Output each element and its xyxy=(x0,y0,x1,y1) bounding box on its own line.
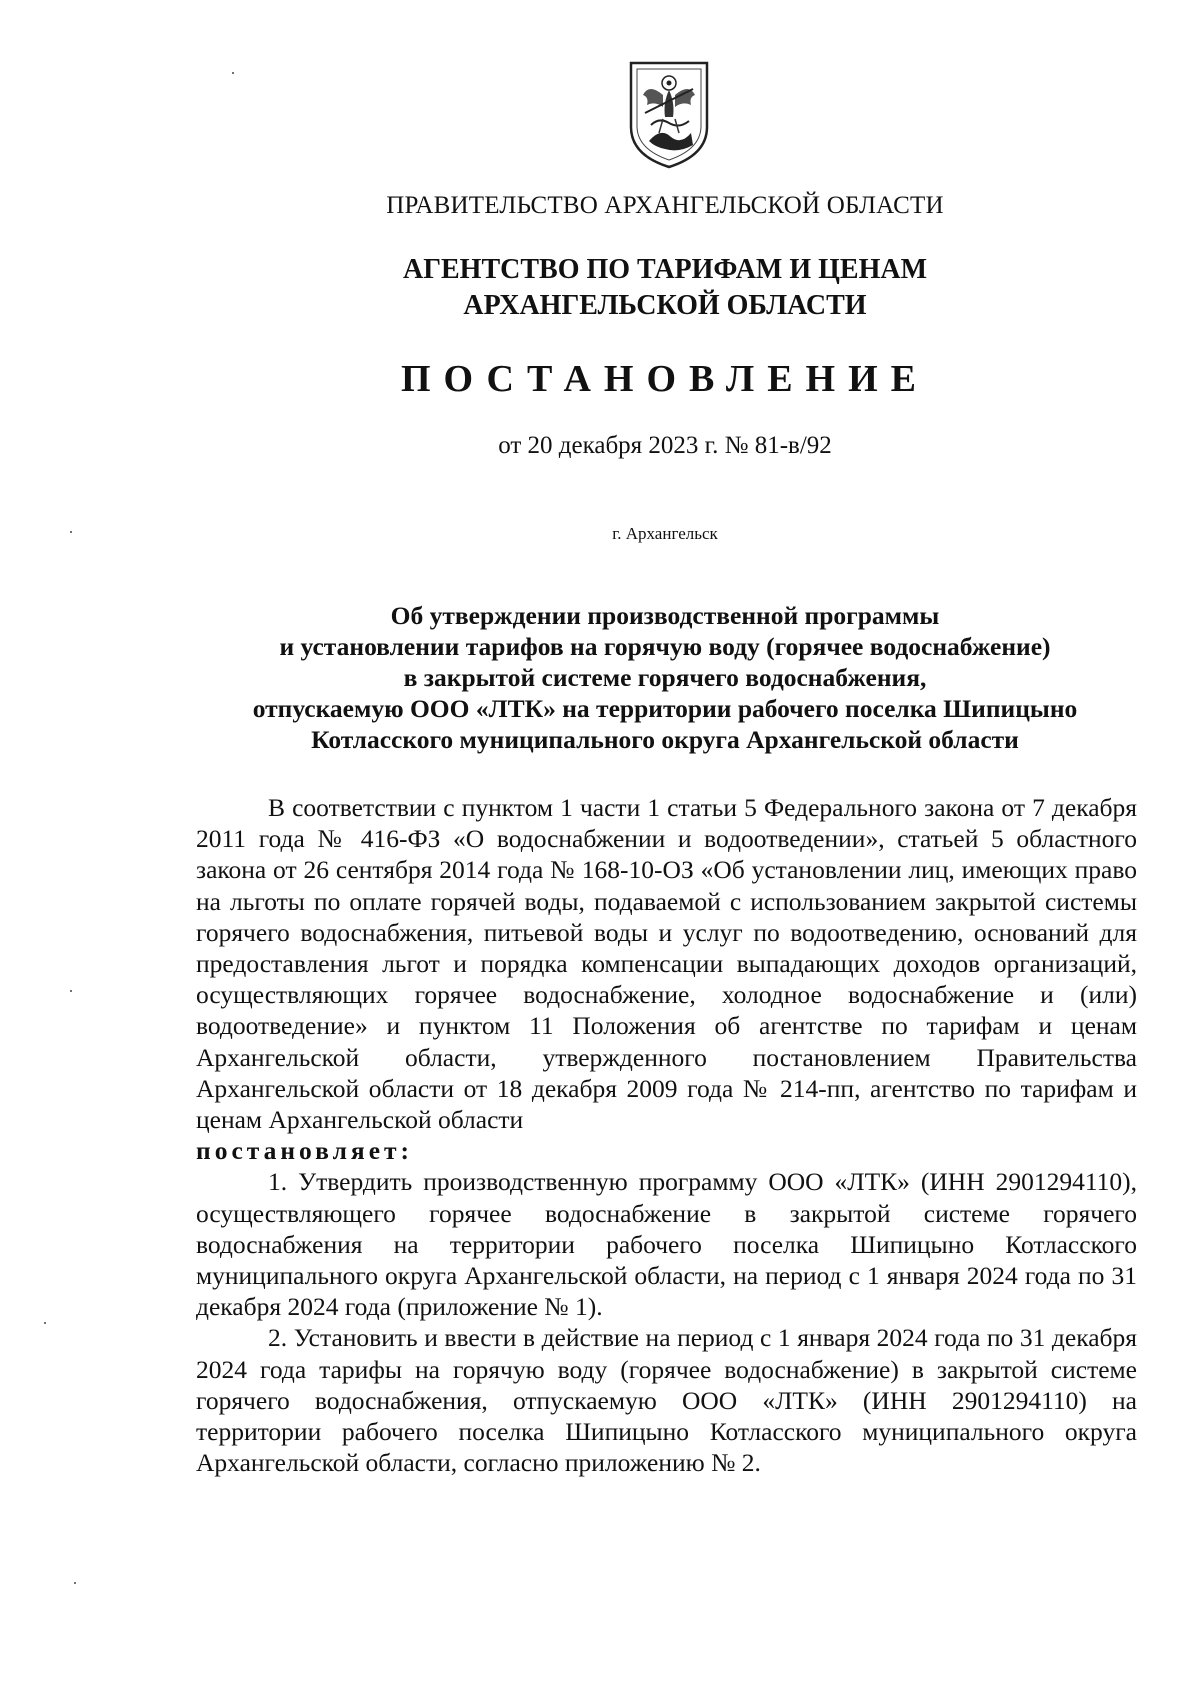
scan-speck xyxy=(70,531,72,533)
resolves-word: постановляет: xyxy=(196,1136,414,1166)
document-title xyxy=(160,600,1170,755)
agency-name-line-1: АГЕНТСТВО ПО ТАРИФАМ И ЦЕНАМ xyxy=(402,254,928,285)
scan-speck xyxy=(44,1322,46,1324)
government-name: ПРАВИТЕЛЬСТВО АРХАНГЕЛЬСКОЙ ОБЛАСТИ xyxy=(386,192,944,219)
preamble-paragraph: В соответствии с пунктом 1 части 1 статьи 5 Федерального закона от 7 декабря 2011 года № 416-ФЗ «О водоснабжении и водоотведении», статьей 5 областного закона от 26 сентября 2014 года № 168-10-ОЗ «Об установлении лиц, имеющих право на льготы по оплате горячей воды, подаваемой с использованием закрытой системы горячего водоснабжения, питьевой воды и услуг по водоотведению, оснований для предоставления льгот и порядка компенсации выпадающих доходов организаций, осуществляющих горячее водоснабжение, холодное водоснабжение и (или) водоотведение» и пунктом 11 Положения об агентстве по тарифам и ценам Архангельской области, утвержденного постановлением Правительства Архангельской области от 18 декабря 2009 года № 214-пп, агентство по тарифам и ценам Архангельской области xyxy=(196,793,1137,1135)
item-1-paragraph: 1. Утвердить производственную программу ООО «ЛТК» (ИНН 2901294110), осуществляющего горячее водоснабжение в закрытой системе горячего водоснабжения на территории рабочего поселка Шипицыно Котласского муниципального округа Архангельской области, на период с 1 января 2024 года по 31 декабря 2024 года (приложение № 1). xyxy=(196,1167,1137,1322)
scan-speck xyxy=(74,1582,76,1584)
title-line-4: отпускаемую ООО «ЛТК» на территории рабочего поселка Шипицыно xyxy=(252,694,1078,723)
scan-speck xyxy=(70,990,72,992)
document-type: ПОСТАНОВЛЕНИЕ xyxy=(400,358,930,400)
title-line-1: Об утверждении производственной программы xyxy=(390,601,940,630)
title-line-2: и установлении тарифов на горячую воду (горячее водоснабжение) xyxy=(279,632,1051,661)
date-and-number: от 20 декабря 2023 г. № 81-в/92 xyxy=(498,432,832,459)
city: г. Архангельск xyxy=(612,524,718,543)
scan-speck xyxy=(232,72,234,74)
document-body xyxy=(196,792,1137,1478)
agency-name xyxy=(0,252,1200,324)
agency-name-line-2: АРХАНГЕЛЬСКОЙ ОБЛАСТИ xyxy=(463,290,867,321)
title-line-5: Котласского муниципального округа Архангельской области xyxy=(311,725,1019,754)
item-2-paragraph: 2. Установить и ввести в действие на период с 1 января 2024 года по 31 декабря 2024 года тарифы на горячую воду (горячее водоснабжение) в закрытой системе горячего водоснабжения, отпускаемую ООО «ЛТК» (ИНН 2901294110) на территории рабочего поселка Шипицыно Котласского муниципального округа Архангельской области, согласно приложению № 2. xyxy=(196,1323,1137,1478)
coat-of-arms-emblem xyxy=(623,57,715,171)
title-line-3: в закрытой системе горячего водоснабжения, xyxy=(403,663,927,692)
